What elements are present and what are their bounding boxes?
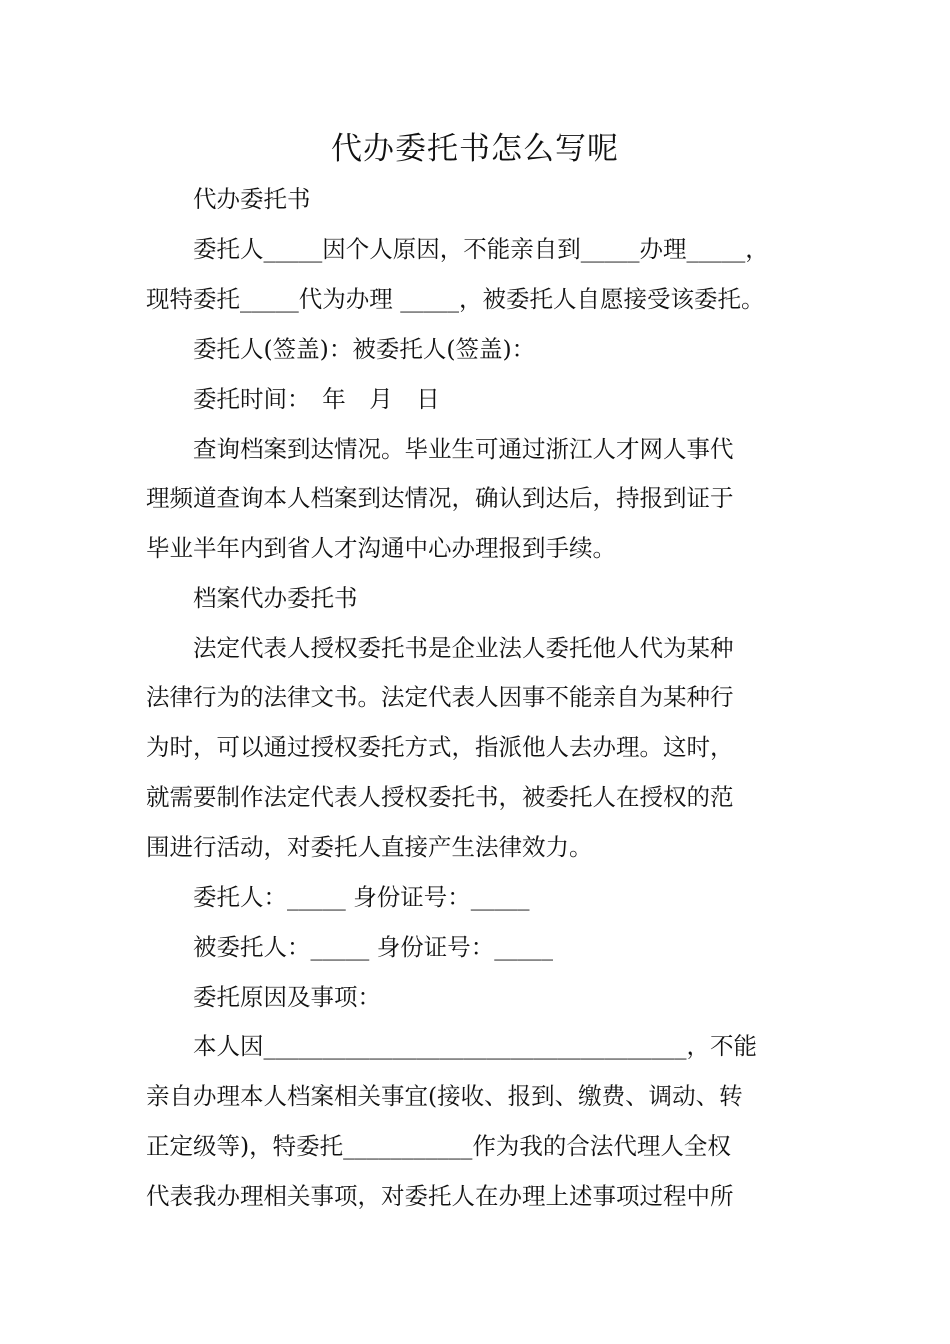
paragraph-line: 代表我办理相关事项，对委托人在办理上述事项过程中所 xyxy=(146,1182,734,1210)
paragraph-line: 毕业半年内到省人才沟通中心办理报到手续。 xyxy=(146,534,616,562)
paragraph-line: 委托原因及事项： xyxy=(146,983,381,1011)
paragraph-line: 委托人：_____ 身份证号：_____ xyxy=(146,883,530,911)
paragraph-line: 本人因____________________________________，不能 xyxy=(146,1032,757,1060)
paragraph-line: 查询档案到达情况。毕业生可通过浙江人才网人事代 xyxy=(146,435,734,463)
paragraph-line: 代办委托书 xyxy=(146,185,311,213)
paragraph-line: 为时，可以通过授权委托方式，指派他人去办理。这时， xyxy=(146,733,734,761)
paragraph-line: 法定代表人授权委托书是企业法人委托他人代为某种 xyxy=(146,634,734,662)
paragraph-line: 现特委托_____代为办理 _____，被委托人自愿接受该委托。 xyxy=(146,285,765,313)
paragraph-line: 亲自办理本人档案相关事宜(接收、报到、缴费、调动、转 xyxy=(146,1082,743,1110)
paragraph-line: 围进行活动，对委托人直接产生法律效力。 xyxy=(146,833,593,861)
paragraph-line: 委托人_____因个人原因，不能亲自到_____办理_____， xyxy=(146,235,769,263)
paragraph-line: 委托人(签盖)：被委托人(签盖)： xyxy=(146,335,536,363)
paragraph-line: 正定级等)，特委托___________作为我的合法代理人全权 xyxy=(146,1132,731,1160)
paragraph-line: 就需要制作法定代表人授权委托书，被委托人在授权的范 xyxy=(146,783,734,811)
paragraph-line: 档案代办委托书 xyxy=(146,584,358,612)
paragraph-line: 被委托人：_____ 身份证号：_____ xyxy=(146,933,553,961)
paragraph-line: 理频道查询本人档案到达情况，确认到达后，持报到证于 xyxy=(146,484,734,512)
paragraph-line: 委托时间： 年 月 日 xyxy=(146,385,440,413)
document-title: 代办委托书怎么写呢 xyxy=(331,131,619,167)
paragraph-line: 法律行为的法律文书。法定代表人因事不能亲自为某种行 xyxy=(146,683,734,711)
